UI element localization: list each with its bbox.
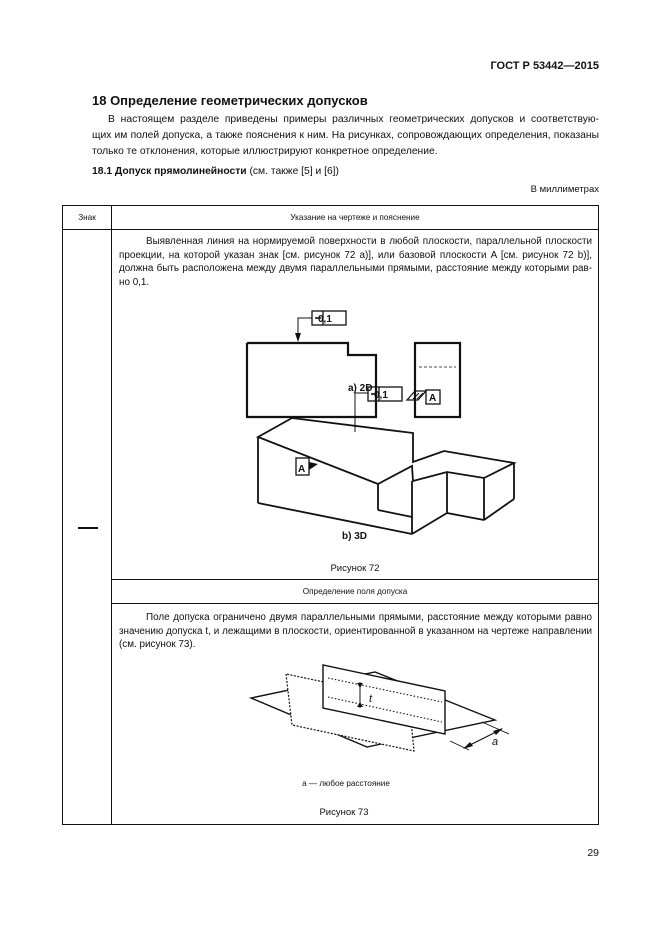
fig73-a-extension-1 xyxy=(450,741,469,750)
figure-72 xyxy=(112,289,598,579)
subsection-title: 18.1 Допуск прямолинейности xyxy=(92,166,247,177)
indication-line-4: но 0,1. xyxy=(119,276,150,288)
fig72-3d-datum-letter: A xyxy=(298,464,306,475)
units-note: В миллиметрах xyxy=(530,184,599,195)
fig73-caption: Рисунок 73 xyxy=(319,806,369,818)
zone-line-2: значению допуска t, и лежащими в плоскости, ориентированной в указанном на чертеже направлении xyxy=(119,625,592,637)
subsection-ref: (см. также [5] и [6]) xyxy=(246,166,339,177)
figure-73 xyxy=(112,652,598,822)
fig72-caption: Рисунок 72 xyxy=(330,563,380,574)
zone-line-3: (см. рисунок 73). xyxy=(119,639,196,650)
fig72-2d-front-view xyxy=(247,343,376,417)
fig73-t-label: t xyxy=(369,692,373,705)
fig72-3d-frame-value: 0,1 xyxy=(374,390,388,401)
zone-text xyxy=(119,611,592,652)
intro-line-2: щих им полей допуска, а также пояснения к ним. На рисунках, сопровождающих определения, показаны xyxy=(92,130,599,141)
col-header-sign: Знак xyxy=(63,206,112,230)
fig72-3d-plane-datum-letter: A xyxy=(429,393,437,404)
fig72-2d-arrow xyxy=(295,333,301,342)
fig72-2d-label: a) 2D xyxy=(348,383,373,394)
zone-cell xyxy=(112,604,599,825)
indication-line-3: должна быть расположена между двумя параллельными прямыми, расстояние между которыми рав- xyxy=(119,263,592,274)
page-number: 29 xyxy=(587,847,599,859)
fig73-a-label: a xyxy=(492,735,499,748)
fig72-2d-frame-value: 0,1 xyxy=(318,314,332,325)
indication-cell xyxy=(112,230,599,580)
fig72-3d-datum-triangle xyxy=(309,462,318,470)
fig72-2d-side-view xyxy=(415,343,460,417)
intro-paragraph xyxy=(92,112,599,160)
intro-line-3: только те отклонения, которые иллюстрируют конкретное определение. xyxy=(92,146,438,157)
sign-cell xyxy=(63,230,112,825)
section-title: 18 Определение геометрических допусков xyxy=(92,93,368,108)
fig72-3d-label: b) 3D xyxy=(342,531,367,542)
col-header-indication: Указание на чертеже и пояснение xyxy=(112,206,599,230)
straightness-symbol xyxy=(78,527,98,529)
fig73-note: a — любое расстояние xyxy=(302,778,390,788)
indication-line-2: проекции, на которой указан знак [см. рисунок 72 a)], или базовой плоскости A [см. рисунок 72 b)], xyxy=(119,249,592,261)
standard-number: ГОСТ Р 53442—2015 xyxy=(490,60,599,72)
zone-line-1: Поле допуска ограничено двумя параллельными прямыми, расстояние между которыми равно xyxy=(146,612,592,623)
tolerance-table xyxy=(62,205,599,825)
intro-line-1: В настоящем разделе приведены примеры различных геометрических допусков и соответствую- xyxy=(108,114,599,125)
indication-text xyxy=(119,235,592,289)
subsection-heading xyxy=(92,166,339,177)
indication-line-1: Выявленная линия на нормируемой поверхности в любой плоскости, параллельной плоскости xyxy=(146,236,592,247)
zone-header: Определение поля допуска xyxy=(112,580,599,604)
